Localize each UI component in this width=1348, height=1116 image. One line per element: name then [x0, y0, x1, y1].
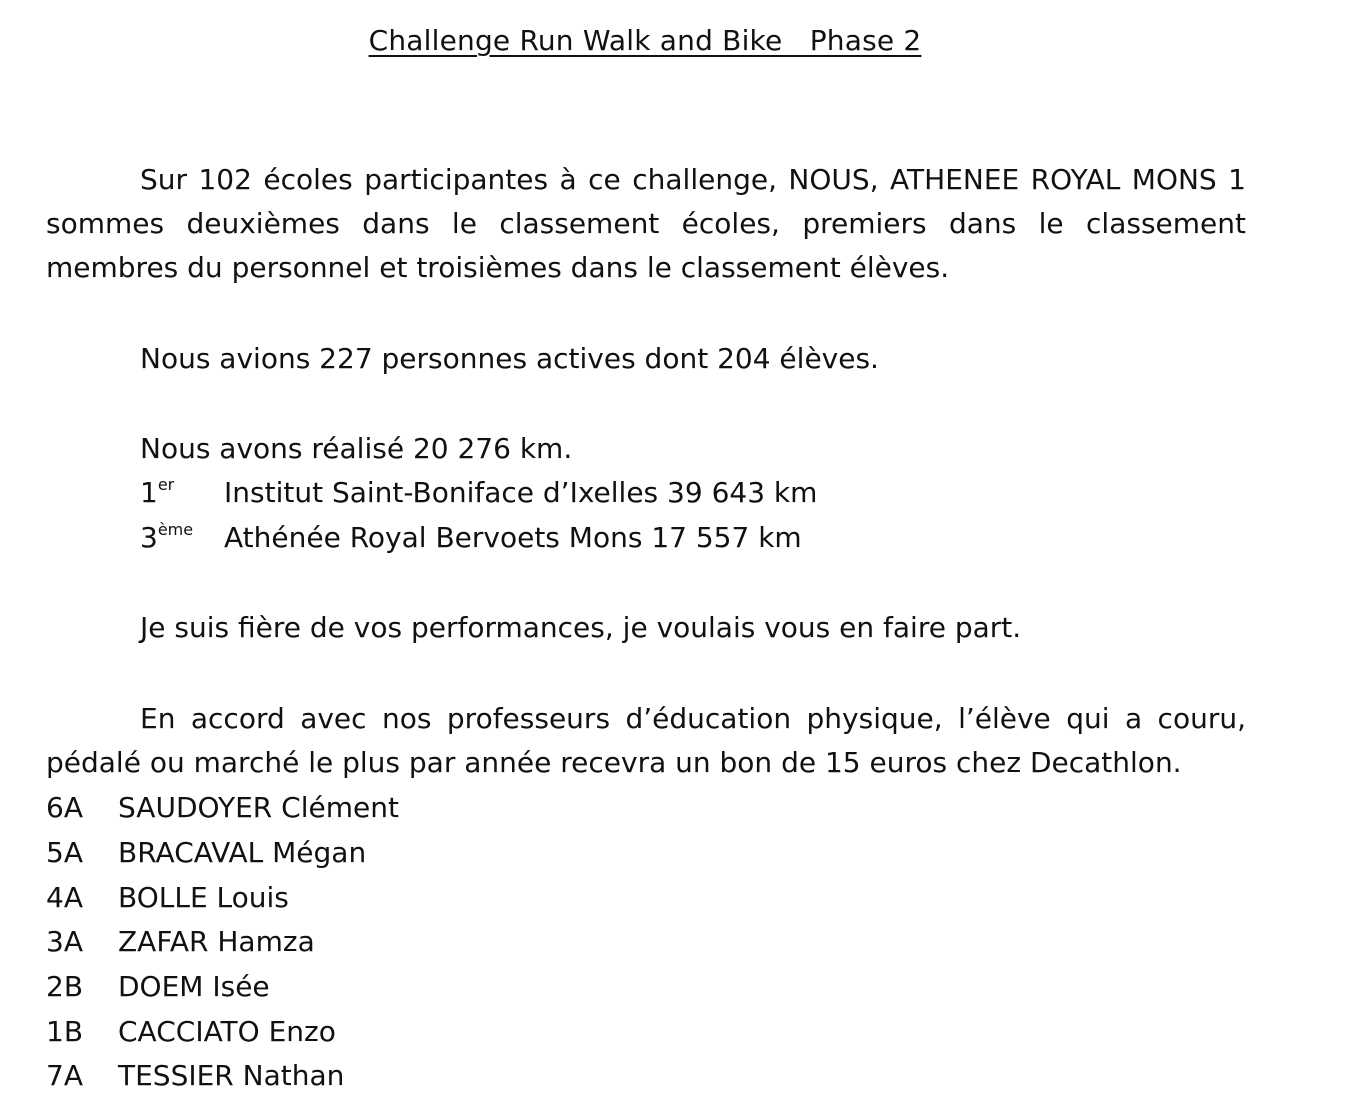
winner-row	[46, 965, 270, 1009]
winner-class: 3A	[46, 925, 83, 958]
winner-row	[46, 1054, 344, 1098]
winner-row	[46, 786, 399, 830]
winner-row	[46, 876, 289, 920]
reward-paragraph: En accord avec nos professeurs d’éducation physique, l’élève qui a couru, pédalé ou marché le plus par année recevra un bon de 15 euros chez Decathlon.	[46, 702, 1246, 779]
ranking-row-third	[140, 516, 802, 560]
winner-name: ZAFAR Hamza	[118, 925, 315, 958]
winner-row	[46, 831, 366, 875]
winner-class: 1B	[46, 1015, 84, 1048]
distance-line: Nous avons réalisé 20 276 km.	[140, 432, 573, 465]
document-title: Challenge Run Walk and Bike Phase 2	[368, 24, 922, 57]
ranking-row-first	[140, 471, 817, 515]
winner-name: BRACAVAL Mégan	[118, 836, 367, 869]
ranking-ordinal: 1er	[140, 475, 175, 509]
winner-row	[46, 1010, 336, 1054]
winner-name: DOEM Isée	[118, 970, 270, 1003]
winner-class: 5A	[46, 836, 83, 869]
ranking-ordinal: 3ème	[140, 520, 194, 554]
pride-line: Je suis fière de vos performances, je voulais vous en faire part.	[140, 611, 1022, 644]
intro-paragraph: Sur 102 écoles participantes à ce challenge, NOUS, ATHENEE ROYAL MONS 1 sommes deuxièmes dans le classement écoles, premiers dans le classement membres du personnel et troisièmes dans le classement élèves.	[46, 163, 1246, 284]
winner-name: CACCIATO Enzo	[118, 1015, 336, 1048]
winner-class: 7A	[46, 1059, 83, 1092]
winner-name: BOLLE Louis	[118, 881, 289, 914]
participants-line: Nous avions 227 personnes actives dont 204 élèves.	[140, 342, 879, 375]
ranking-text: Athénée Royal Bervoets Mons 17 557 km	[224, 521, 802, 554]
ranking-text: Institut Saint-Boniface d’Ixelles 39 643 km	[224, 476, 818, 509]
winner-class: 6A	[46, 791, 83, 824]
winner-class: 4A	[46, 881, 83, 914]
winner-row	[46, 920, 315, 964]
winner-name: TESSIER Nathan	[118, 1059, 345, 1092]
winner-class: 2B	[46, 970, 84, 1003]
winner-name: SAUDOYER Clément	[118, 791, 399, 824]
